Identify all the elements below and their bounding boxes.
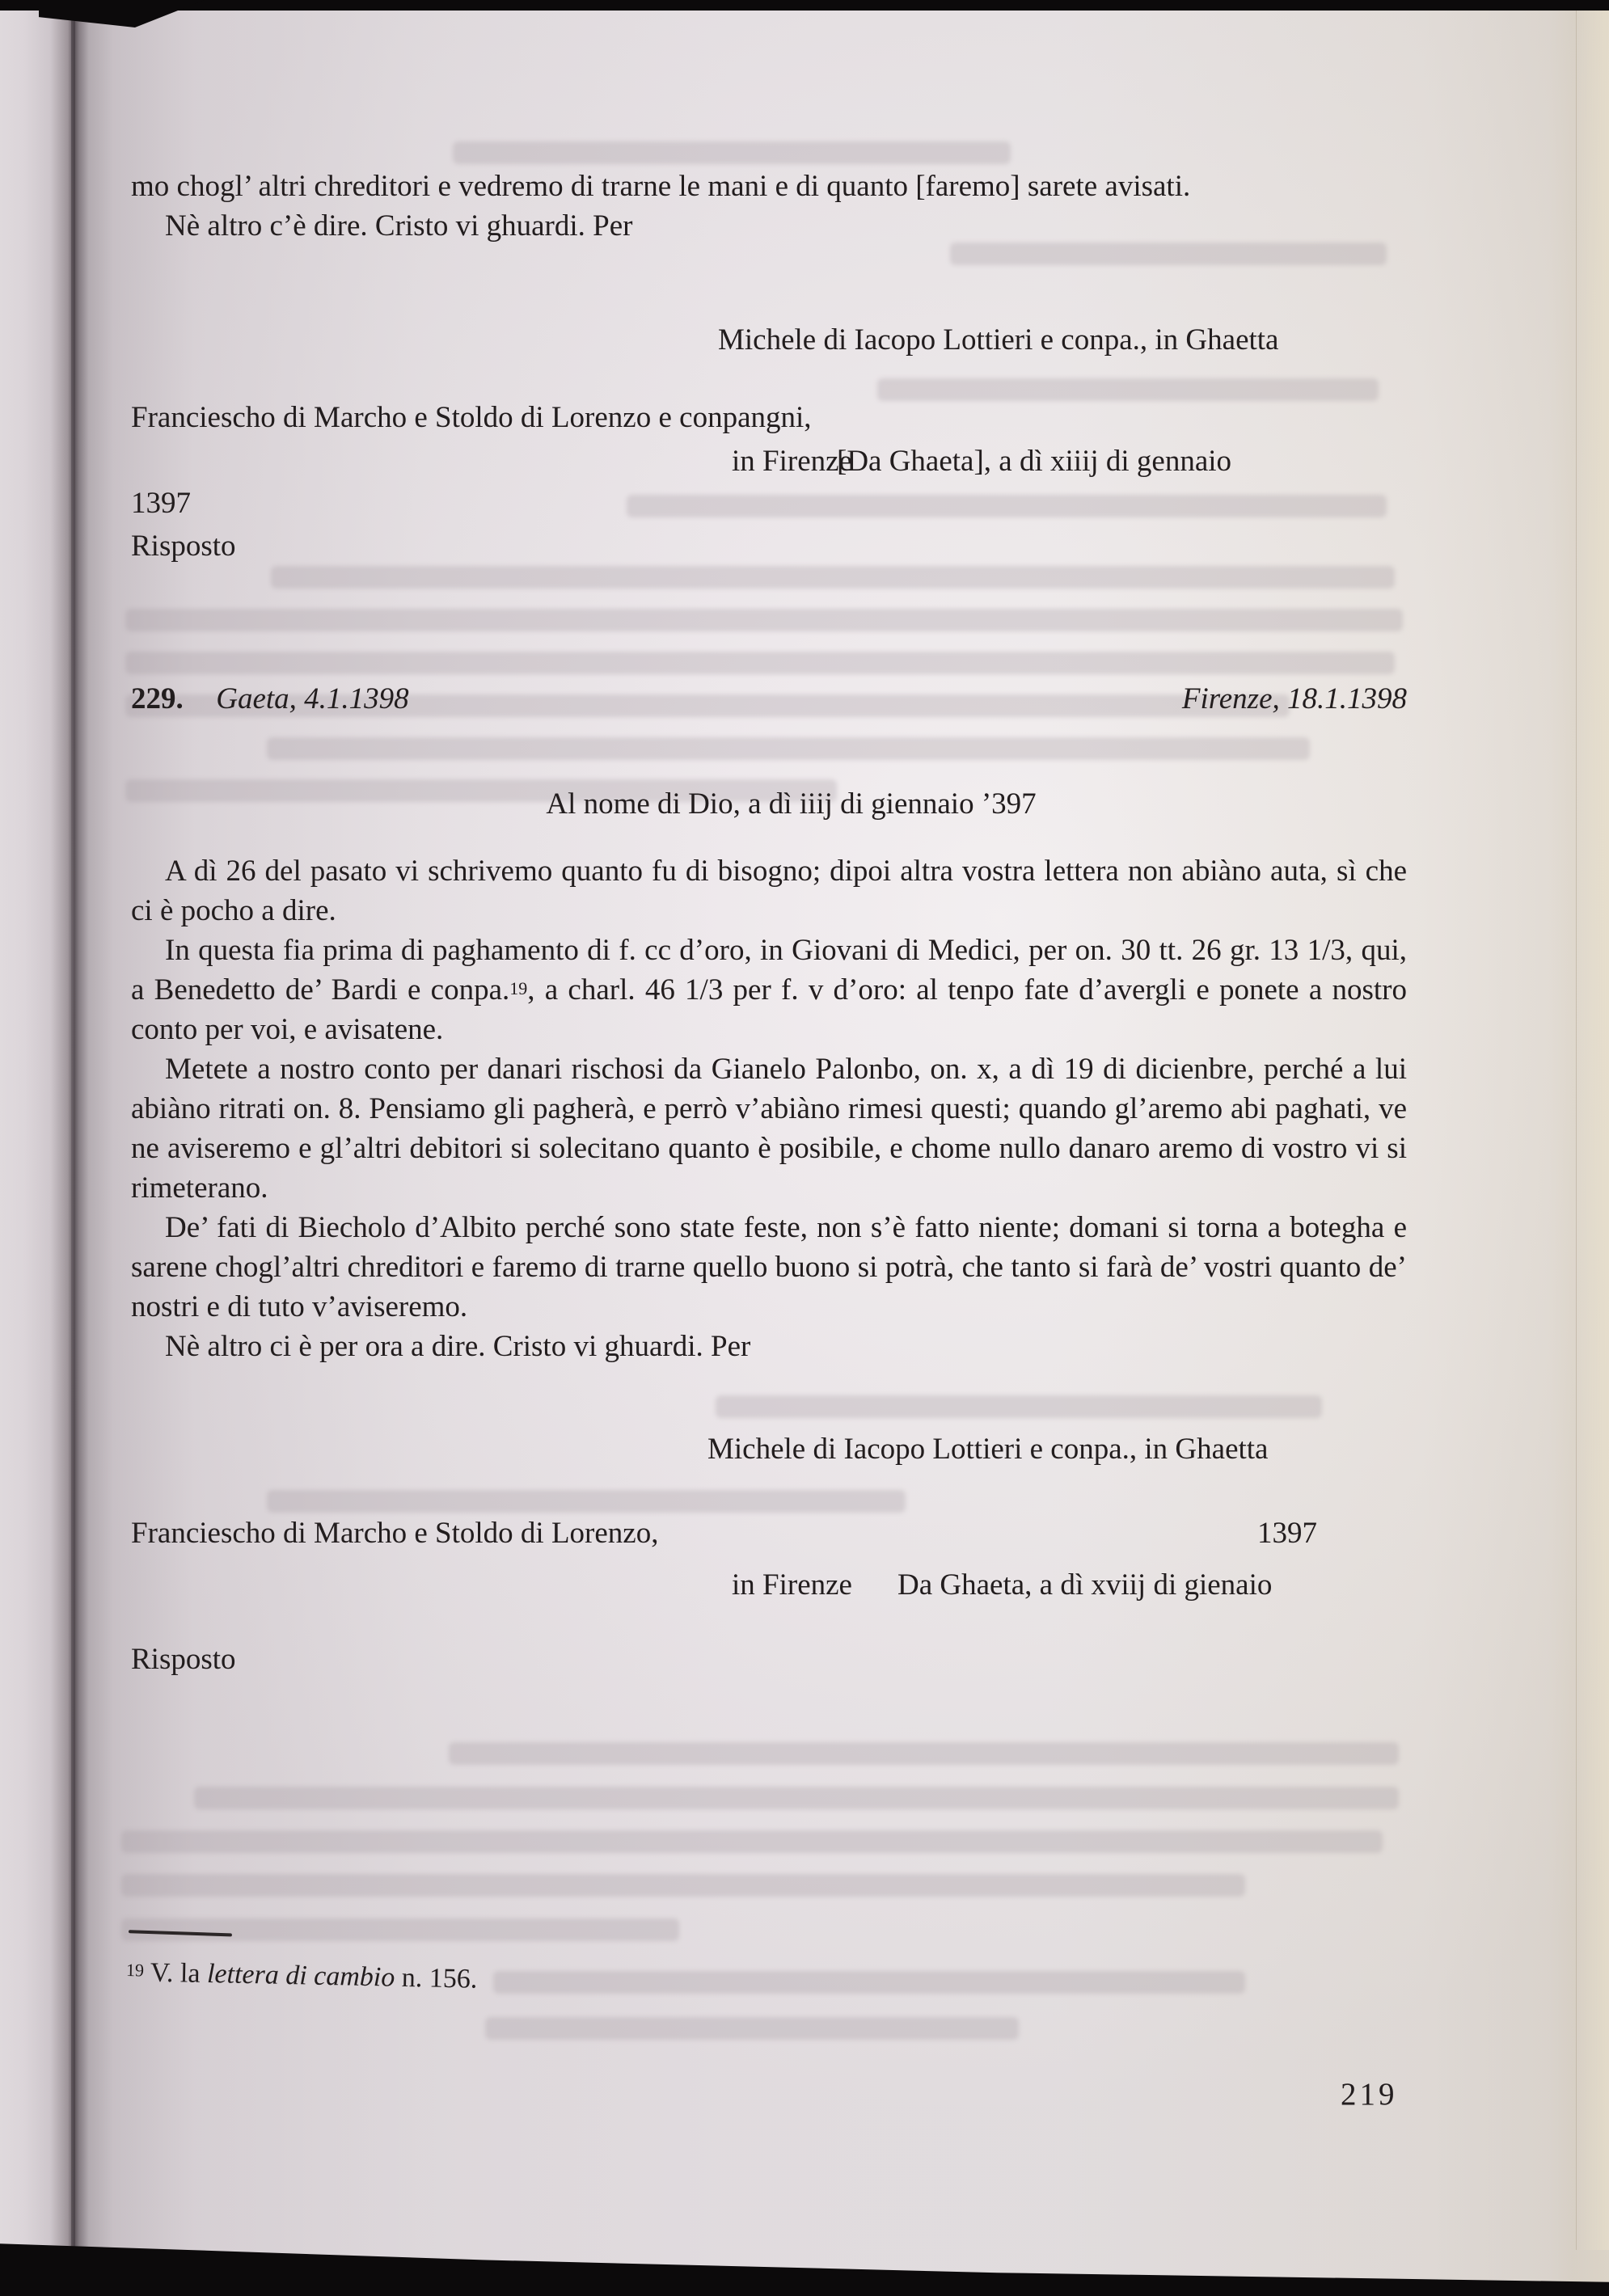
paragraph: De’ fati di Biecholo d’Albito perché sono state feste, non s’è fatto niente; domani si torna a botegha e sarene chogl’altri chreditori e faremo di trarne quello buono si potrà, che tanto si farà de’ vostri quanto de’ nostri e di tuto v’aviseremo. bbox=[131, 1211, 1407, 1323]
letter-228-last-line: mo chogl’ altri chreditori e vedremo di trarne le mani e di quanto [faremo] sarete avisati. bbox=[131, 170, 1191, 203]
paragraph: In questa fia prima di paghamento di f. cc d’oro, in Giovani di Medici, per on. 30 tt. 26 gr. 13 1/3, qui, a Benedetto de’ Bardi e conpa.$^{19}$, a charl. 46 1/3 per f. v d’oro: al tenpo fate d’avergli e ponete a nostro conto per voi, e avisatene. bbox=[131, 934, 1407, 1046]
letter-229-addressee: Franciescho di Marcho e Stoldo di Lorenzo, bbox=[131, 1517, 659, 1550]
letter-228-year: 1397 bbox=[131, 487, 191, 520]
letter-229-year: 1397 bbox=[1257, 1517, 1317, 1550]
paragraph: A dì 26 del pasato vi schrivemo quanto fu di bisogno; dipoi altra vostra lettera non abiàno auta, sì che ci è pocho a dire. bbox=[131, 855, 1407, 927]
letter-229-annotation: Risposto bbox=[131, 1643, 236, 1676]
letter-228-annotation: Risposto bbox=[131, 530, 236, 563]
letter-229-provenance: Da Ghaeta, a dì xviij di gienaio bbox=[897, 1568, 1273, 1602]
letter-229-salutation: Al nome di Dio, a dì iiij di giennaio ’397 bbox=[546, 787, 1037, 821]
scan-top-edge bbox=[0, 0, 1609, 11]
letter-destination-date: Firenze, 18.1.1398 bbox=[1181, 682, 1407, 715]
footnote-text: $^{19}$ V. la lettera di cambio n. 156. bbox=[125, 1957, 478, 1994]
letter-228-addressee: Franciescho di Marcho e Stoldo di Lorenzo e conpangni, bbox=[131, 401, 812, 434]
letter-229-signature: Michele di Iacopo Lottieri e conpa., in Ghaetta bbox=[707, 1433, 1269, 1466]
letter-number: 229. bbox=[131, 682, 184, 715]
letter-228-fragment bbox=[131, 167, 1407, 246]
page-fore-edge bbox=[1576, 11, 1609, 2250]
letter-origin-date: Gaeta, 4.1.1398 bbox=[216, 682, 409, 715]
letter-229-closing: Nè altro ci è per ora a dire. Cristo vi ghuardi. Per bbox=[165, 1330, 751, 1363]
paragraph: Metete a nostro conto per danari rischosi da Gianelo Palonbo, on. x, a dì 19 di dicienbre, perché a lui abiàno ritrati on. 8. Pensiamo gli pagherà, e perrò v’abiàno rimesi questi; quando gl’aremo abi paghati, ve ne aviseremo e gl’altri debitori si solecitano quanto è posibile, e chome nullo danaro aremo di vostro vi si rimeterano. bbox=[131, 1053, 1407, 1205]
footnote-marker: 19 bbox=[125, 1959, 145, 1981]
letter-229-paragraphs bbox=[131, 851, 1407, 1366]
footnote-cited-work: lettera di cambio bbox=[206, 1959, 395, 1993]
page-number: 219 bbox=[1341, 2077, 1398, 2112]
footnote-ref: 19 bbox=[509, 978, 528, 998]
letter-228-signature: Michele di Iacopo Lottieri e conpa., in Ghaetta bbox=[718, 323, 1279, 357]
footnote bbox=[126, 1931, 855, 2005]
scan-top-corner-shadow bbox=[39, 0, 205, 27]
letter-229-addressee-city: in Firenze bbox=[732, 1568, 852, 1602]
letter-228-closing: Nè altro c’è dire. Cristo vi ghuardi. Per bbox=[165, 209, 633, 243]
letter-228-addressee-city: in Firenze bbox=[732, 445, 852, 478]
letter-228-provenance: [Da Ghaeta], a dì xiiij di gennaio bbox=[837, 445, 1232, 478]
book-gutter-crease bbox=[71, 0, 75, 2296]
scan-bottom-edge bbox=[0, 2238, 1609, 2296]
letter-229-heading bbox=[131, 679, 1407, 719]
